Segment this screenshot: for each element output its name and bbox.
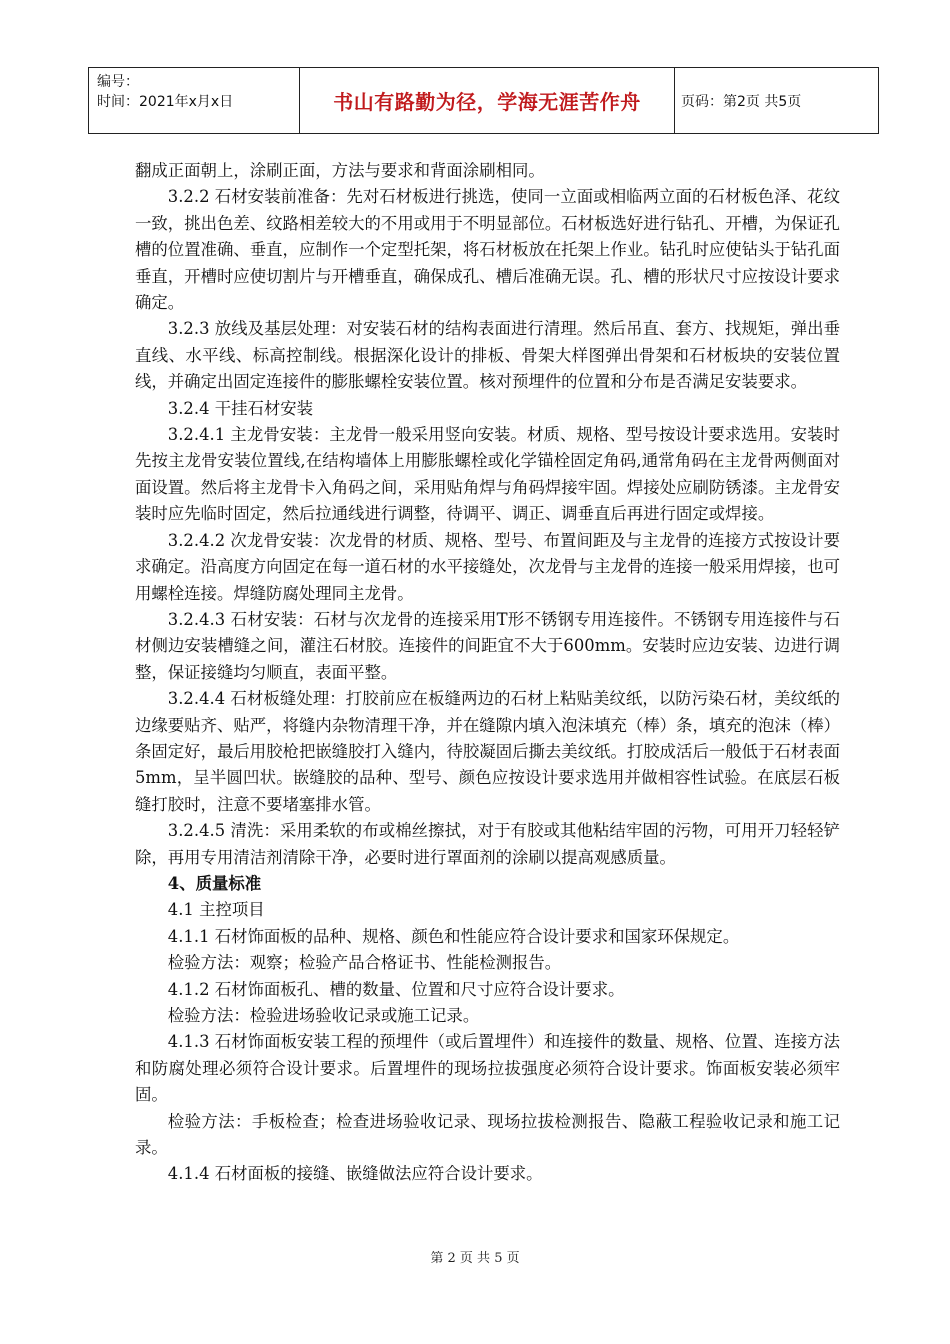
paragraph: 检验方法：观察；检验产品合格证书、性能检测报告。 [167, 953, 562, 973]
paragraph: 4.1.2 石材饰面板孔、槽的数量、位置和尺寸应符合设计要求。 [167, 979, 625, 999]
paragraph: 3.2.4.1 主龙骨安装：主龙骨一般采用竖向安装。材质、规格、型号按设计要求选用。安装时先按主龙骨安装位置线,在结构墙体上用膨胀螺栓或化学锚栓固定角码,通常角码在主龙骨两侧面对面设置。然后将主龙骨卡入角码之间，采用贴角焊与角码焊接牢固。焊接处应刷防锈漆。主龙骨安装时应先临时固定，然后拉通线进行调整，待调平、调正、调垂直后再进行固定或焊接。 [135, 425, 840, 524]
paragraph: 3.2.4.2 次龙骨安装：次龙骨的材质、规格、型号、布置间距及与主龙骨的连接方式按设计要求确定。沿高度方向固定在每一道石材的水平接缝处，次龙骨与主龙骨的连接一般采用焊接，也可用螺栓连接。焊缝防腐处理同主龙骨。 [135, 530, 840, 603]
header-meta [89, 68, 300, 134]
header-page-cell [675, 68, 879, 134]
paragraph: 4.1.3 石材饰面板安装工程的预埋件（或后置埋件）和连接件的数量、规格、位置、连接方法和防腐处理必须符合设计要求。后置埋件的现场拉拔强度必须符合设计要求。饰面板安装必须牢固。 [135, 1032, 840, 1105]
header-time: 时间：2021年x月x日 [97, 94, 234, 110]
header-number: 编号： [97, 74, 139, 90]
paragraph: 3.2.4.5 清洗：采用柔软的布或棉丝擦拭，对于有胶或其他粘结牢固的污物，可用开刀轻轻铲除，再用专用清洁剂清除干净，必要时进行罩面剂的涂刷以提高观感质量。 [135, 821, 840, 867]
paragraph: 4.1.4 石材面板的接缝、嵌缝做法应符合设计要求。 [167, 1164, 543, 1184]
document-body [135, 158, 840, 1188]
page-header [88, 67, 879, 134]
paragraph: 翻成正面朝上，涂刷正面，方法与要求和背面涂刷相同。 [135, 161, 545, 180]
section-heading: 4、质量标准 [167, 873, 262, 893]
page-footer: 第 2 页 共 5 页 [430, 1251, 520, 1266]
paragraph: 3.2.4.3 石材安装：石材与次龙骨的连接采用T形不锈钢专用连接件。不锈钢专用连接件与石材侧边安装槽缝之间，灌注石材胶。连接件的间距宜不大于600mm。安装时应边安装、边进行调整，保证接缝均匀顺直，表面平整。 [135, 609, 840, 682]
paragraph: 检验方法：手板检查；检查进场验收记录、现场拉拔检测报告、隐蔽工程验收记录和施工记录。 [135, 1111, 840, 1158]
paragraph: 检验方法：检验进场验收记录或施工记录。 [167, 1006, 480, 1025]
paragraph: 3.2.4.4 石材板缝处理：打胶前应在板缝两边的石材上粘贴美纹纸，以防污染石材，美纹纸的边缘要贴齐、贴严，将缝内杂物清理干净，并在缝隙内填入泡沫填充（棒）条，填充的泡沫（棒）条固定好，最后用胶枪把嵌缝胶打入缝内，待胶凝固后撕去美纹纸。打胶成活后一般低于石材表面5mm，呈半圆凹状。嵌缝胶的品种、型号、颜色应按设计要求选用并做相容性试验。在底层石板缝打胶时，注意不要堵塞排水管。 [135, 689, 840, 814]
paragraph: 3.2.4 干挂石材安装 [167, 398, 314, 418]
header-motto: 书山有路勤为径，学海无涯苦作舟 [333, 90, 641, 114]
paragraph: 3.2.3 放线及基层处理：对安装石材的结构表面进行清理。然后吊直、套方、找规矩，弹出垂直线、水平线、标高控制线。根据深化设计的排板、骨架大样图弹出骨架和石材板块的安装位置线，并确定出固定连接件的膨胀螺栓安装位置。核对预埋件的位置和分布是否满足安装要求。 [135, 319, 840, 392]
paragraph: 4.1 主控项目 [167, 900, 265, 920]
paragraph: 3.2.2 石材安装前准备：先对石材板进行挑选，使同一立面或相临两立面的石材板色泽、花纹一致，挑出色差、纹路相差较大的不用或用于不明显部位。石材板选好进行钻孔、开槽，为保证孔槽的位置准确、垂直，应制作一个定型托架，将石材板放在托架上作业。钻孔时应使钻头于钻孔面垂直，开槽时应使切割片与开槽垂直，确保成孔、槽后准确无误。孔、槽的形状尺寸应按设计要求确定。 [135, 187, 840, 313]
paragraph: 4.1.1 石材饰面板的品种、规格、颜色和性能应符合设计要求和国家环保规定。 [167, 926, 740, 946]
header-motto-cell [300, 68, 675, 134]
header-page-number: 页码：第2页 共5页 [681, 93, 802, 110]
